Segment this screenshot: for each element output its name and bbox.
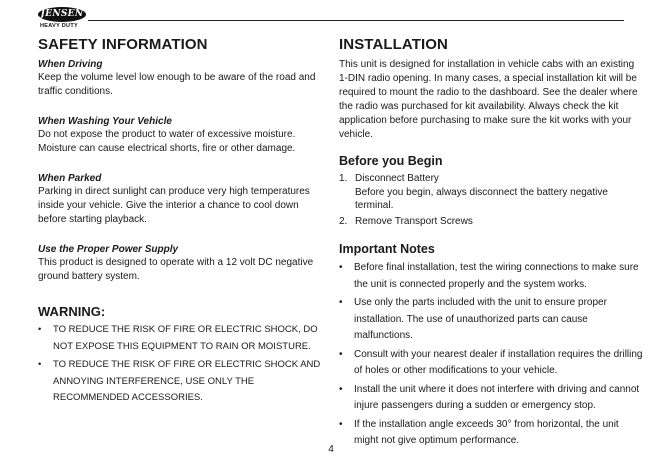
note-item: • Consult with your nearest dealer if installation requires the drilling of holes or other modifications to your vehicle.: [339, 347, 643, 380]
note-item: • If the installation angle exceeds 30° from horizontal, the unit might not give optimum performance.: [339, 417, 643, 450]
section-text: Parking in direct sunlight can produce very high temperatures inside your vehicle. Give the interior a chance to cool down before starting playback.: [38, 186, 310, 225]
jensen-logo: [38, 6, 88, 32]
installation-title: INSTALLATION: [339, 36, 448, 53]
step-item: [339, 215, 643, 229]
step-number: 1.: [339, 173, 348, 184]
step-item: [339, 172, 643, 213]
page-header: [38, 6, 624, 32]
page-number: 4: [328, 444, 334, 455]
installation-intro: This unit is designed for installation in vehicle cabs with an existing 1-DIN radio opening. In many cases, a special installation kit will be required to mount the radio to the dashboard. See the dealer where the radio was purchased for kit availability. Always check the kit application before purchasing to make sure the kit works with your vehicle.: [339, 59, 638, 140]
section-heading: When Washing Your Vehicle: [38, 116, 172, 127]
section-heading: When Parked: [38, 173, 102, 184]
note-item: • Install the unit where it does not interfere with driving and cannot injure passengers during a sudden or emergency stop.: [339, 382, 643, 415]
safety-column: [38, 36, 326, 409]
safety-section: [38, 58, 326, 99]
section-text: Keep the volume level low enough to be aware of the road and traffic conditions.: [38, 72, 316, 97]
section-heading: Use the Proper Power Supply: [38, 244, 179, 255]
warning-list: [38, 322, 326, 407]
section-text: This product is designed to operate with a 12 volt DC negative ground battery system.: [38, 257, 314, 282]
installation-column: [339, 36, 643, 452]
section-text: Do not expose the product to water of excessive moisture. Moisture can cause electrical shorts, fire or other damage.: [38, 129, 296, 154]
before-begin-title: Before you Begin: [339, 154, 443, 168]
safety-title: SAFETY INFORMATION: [38, 36, 208, 53]
warning-title: WARNING:: [38, 304, 106, 319]
logo-subtitle: HEAVY DUTY: [40, 23, 78, 29]
safety-section: [38, 172, 326, 227]
safety-section: [38, 243, 326, 284]
step-detail: Before you begin, always disconnect the battery negative terminal.: [355, 186, 608, 211]
step-label: Remove Transport Screws: [355, 215, 473, 227]
step-label: Disconnect Battery: [355, 173, 439, 184]
step-number: 2.: [339, 215, 348, 227]
note-item: • Before final installation, test the wiring connections to make sure the unit is connected properly and the system works.: [339, 260, 643, 293]
steps-list: [339, 172, 643, 228]
logo-text: JENSEN: [38, 7, 86, 22]
notes-list: [339, 260, 643, 450]
important-notes-title: Important Notes: [339, 242, 435, 256]
safety-section: [38, 115, 326, 156]
note-item: • Use only the parts included with the unit to ensure proper installation. The use of unauthorized parts can cause malfunctions.: [339, 295, 643, 345]
warning-item: • TO REDUCE THE RISK OF FIRE OR ELECTRIC SHOCK AND ANNOYING INTERFERENCE, USE ONLY THE RECOMMENDED ACCESSORIES.: [38, 357, 326, 407]
section-heading: When Driving: [38, 59, 103, 70]
warning-item: • TO REDUCE THE RISK OF FIRE OR ELECTRIC SHOCK, DO NOT EXPOSE THIS EQUIPMENT TO RAIN OR MOISTURE.: [38, 322, 326, 355]
header-rule: [88, 20, 624, 21]
